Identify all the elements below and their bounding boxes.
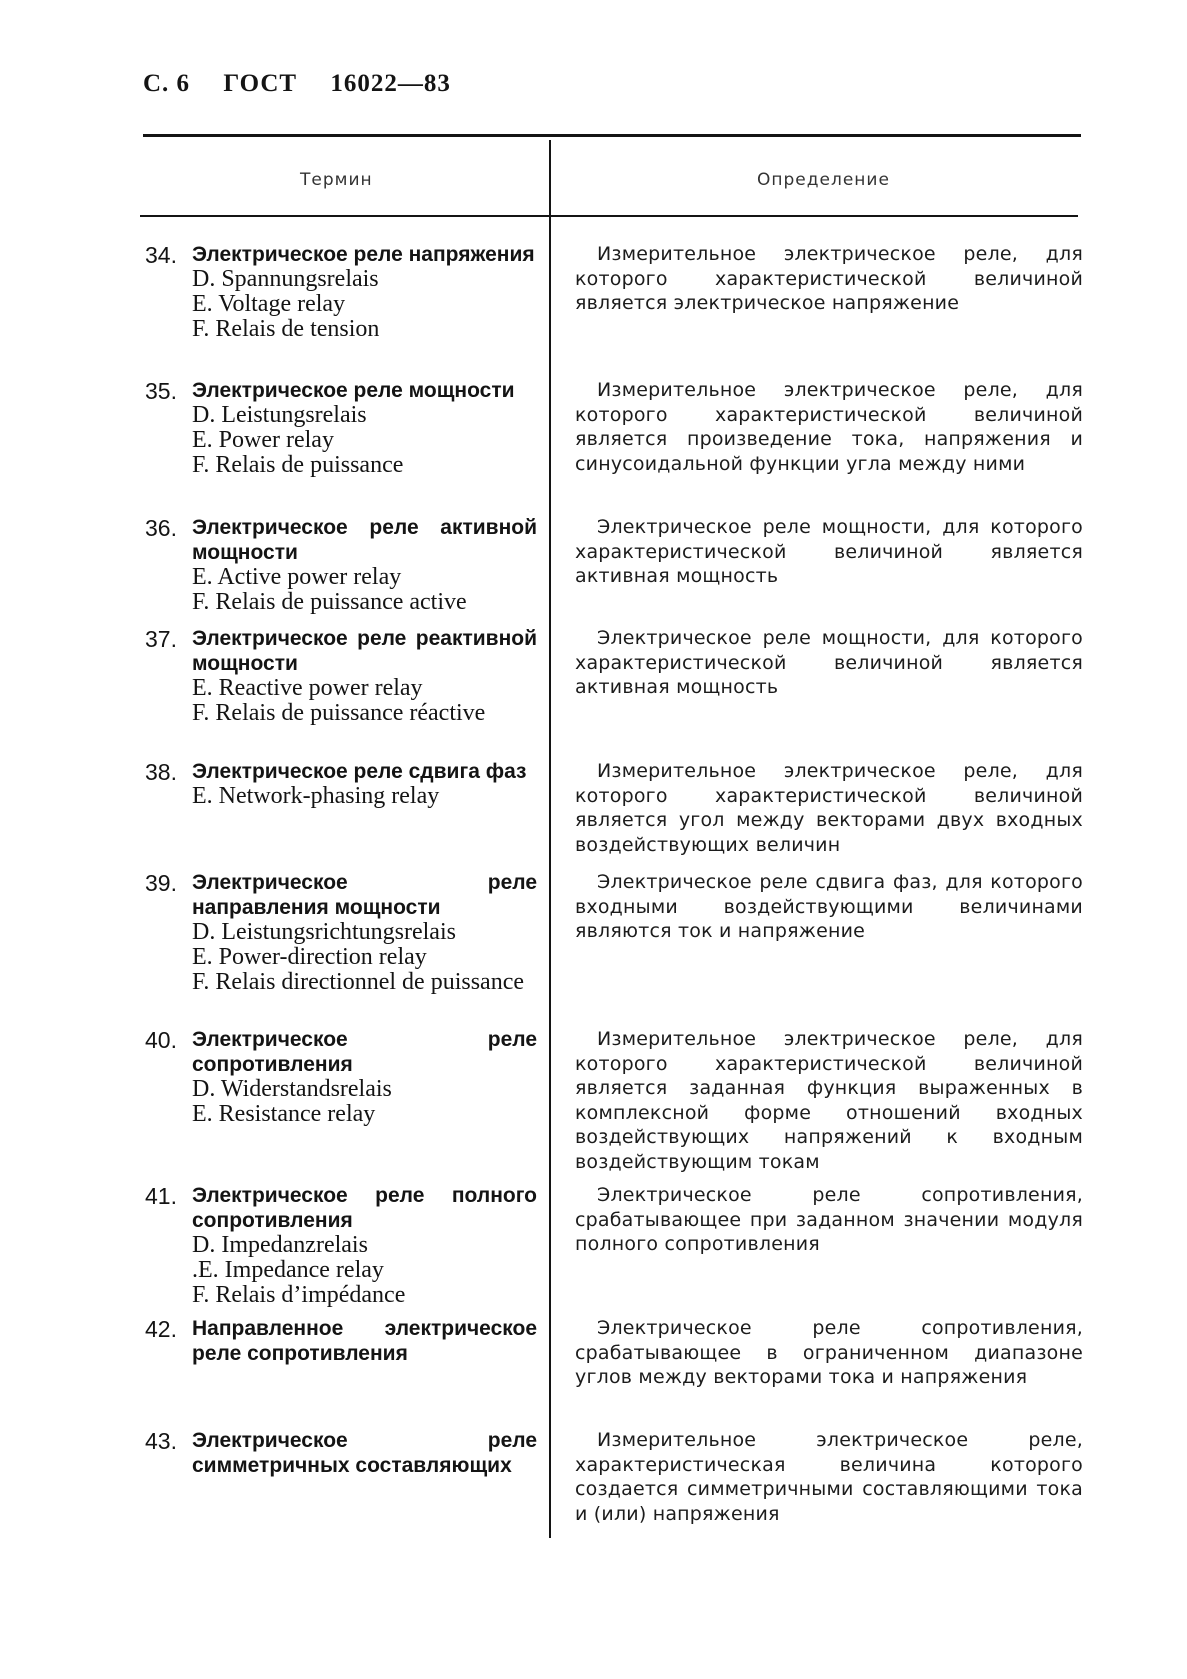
definition-text: Измерительное электрическое реле, для которого характеристической величиной является произведение тока, напряжения и синусоидальной функции угла между ними: [575, 379, 1083, 475]
definition-text: Электрическое реле мощности, для которого характеристической величиной является активная мощность: [575, 627, 1083, 699]
column-divider: [549, 140, 551, 1538]
term-ru: Электрическое реле реактивной мощности: [192, 627, 537, 675]
definition-cell: [575, 378, 1083, 476]
term-cell: [145, 1316, 537, 1366]
term-column-header: Термин: [300, 170, 373, 190]
definition-cell: [575, 870, 1083, 944]
definition-cell: [575, 515, 1083, 589]
entry-number: 42.: [145, 1316, 177, 1342]
entry-number: 40.: [145, 1027, 177, 1053]
definition-cell: [575, 1428, 1083, 1526]
term-cell: [145, 626, 537, 726]
entry-number: 37.: [145, 626, 177, 652]
term-fr: F. Relais de puissance active: [192, 589, 467, 615]
term-cell: [145, 378, 537, 478]
term-ru: Электрическое реле полного сопротивления: [192, 1184, 537, 1232]
term-de: D. Leistungsrichtungsrelais: [192, 919, 456, 945]
term-en: E. Reactive power relay: [192, 675, 423, 701]
term-fr: F. Relais de puissance: [192, 452, 404, 478]
definition-cell: [575, 1027, 1083, 1175]
definition-cell: [575, 759, 1083, 857]
term-de: D. Spannungsrelais: [192, 266, 379, 292]
term-ru: Электрическое реле сопротивления: [192, 1028, 537, 1076]
definition-text: Электрическое реле мощности, для которого характеристической величиной является активная мощность: [575, 516, 1083, 588]
entry-number: 35.: [145, 378, 177, 404]
entry-number: 43.: [145, 1428, 177, 1454]
term-de: D. Leistungsrelais: [192, 402, 367, 428]
page-number: С. 6: [143, 70, 191, 97]
term-cell: [145, 1183, 537, 1308]
term-fr: F. Relais directionnel de puissance: [192, 969, 524, 995]
term-en: E. Voltage relay: [192, 291, 346, 317]
standard-label: ГОСТ: [223, 70, 298, 97]
definition-text: Измерительное электрическое реле, для которого характеристической величиной является электрическое напряжение: [575, 243, 1083, 315]
definition-column-header: Определение: [757, 170, 890, 190]
term-en: E. Power relay: [192, 427, 334, 453]
term-ru: Электрическое реле симметричных составляющих: [192, 1429, 537, 1477]
entry-number: 34.: [145, 242, 177, 268]
definition-text: Измерительное электрическое реле, для которого характеристической величиной является заданная функция выраженных в комплексной форме отношений входных воздействующих напряжений к входным воздействующим токам: [575, 1028, 1083, 1173]
definition-cell: [575, 242, 1083, 316]
definition-text: Электрическое реле сопротивления, срабатывающее в ограниченном диапазоне углов между векторами тока и напряжения: [575, 1317, 1083, 1389]
term-en: .E. Impedance relay: [192, 1257, 384, 1283]
entry-number: 36.: [145, 515, 177, 541]
term-en: E. Resistance relay: [192, 1101, 376, 1127]
definition-text: Электрическое реле сопротивления, срабатывающее при заданном значении модуля полного сопротивления: [575, 1184, 1083, 1256]
term-en: E. Power-direction relay: [192, 944, 427, 970]
term-cell: [145, 242, 537, 342]
standard-code: 16022—83: [330, 70, 451, 97]
entry-number: 41.: [145, 1183, 177, 1209]
term-cell: [145, 515, 537, 615]
term-cell: [145, 870, 537, 995]
term-ru: Электрическое реле активной мощности: [192, 516, 537, 564]
definition-text: Измерительное электрическое реле, для которого характеристической величиной является угол между векторами двух входных воздействующих величин: [575, 760, 1083, 856]
entry-number: 39.: [145, 870, 177, 896]
term-de: D. Widerstandsrelais: [192, 1076, 392, 1102]
term-ru: Электрическое реле мощности: [192, 379, 515, 402]
definition-cell: [575, 1183, 1083, 1257]
entry-number: 38.: [145, 759, 177, 785]
term-de: D. Impedanzrelais: [192, 1232, 368, 1258]
header-rule: [140, 215, 1078, 217]
term-ru: Направленное электрическое реле сопротивления: [192, 1317, 537, 1365]
term-ru: Электрическое реле напряжения: [192, 243, 535, 266]
definition-text: Измерительное электрическое реле, характеристическая величина которого создается симметричными составляющими тока и (или) напряжения: [575, 1429, 1083, 1525]
term-ru: Электрическое реле направления мощности: [192, 871, 537, 919]
term-fr: F. Relais de tension: [192, 316, 380, 342]
term-cell: [145, 1027, 537, 1127]
page-header: [143, 70, 477, 98]
term-en: E. Active power relay: [192, 564, 402, 590]
term-ru: Электрическое реле сдвига фаз: [192, 760, 527, 783]
term-fr: F. Relais d’impédance: [192, 1282, 406, 1308]
top-rule: [143, 134, 1081, 137]
term-cell: [145, 759, 537, 809]
definition-cell: [575, 1316, 1083, 1390]
term-en: E. Network-phasing relay: [192, 783, 440, 809]
definition-cell: [575, 626, 1083, 700]
term-cell: [145, 1428, 537, 1478]
term-fr: F. Relais de puissance réactive: [192, 700, 486, 726]
definition-text: Электрическое реле сдвига фаз, для которого входными воздействующими величинами являются ток и напряжение: [575, 871, 1083, 943]
